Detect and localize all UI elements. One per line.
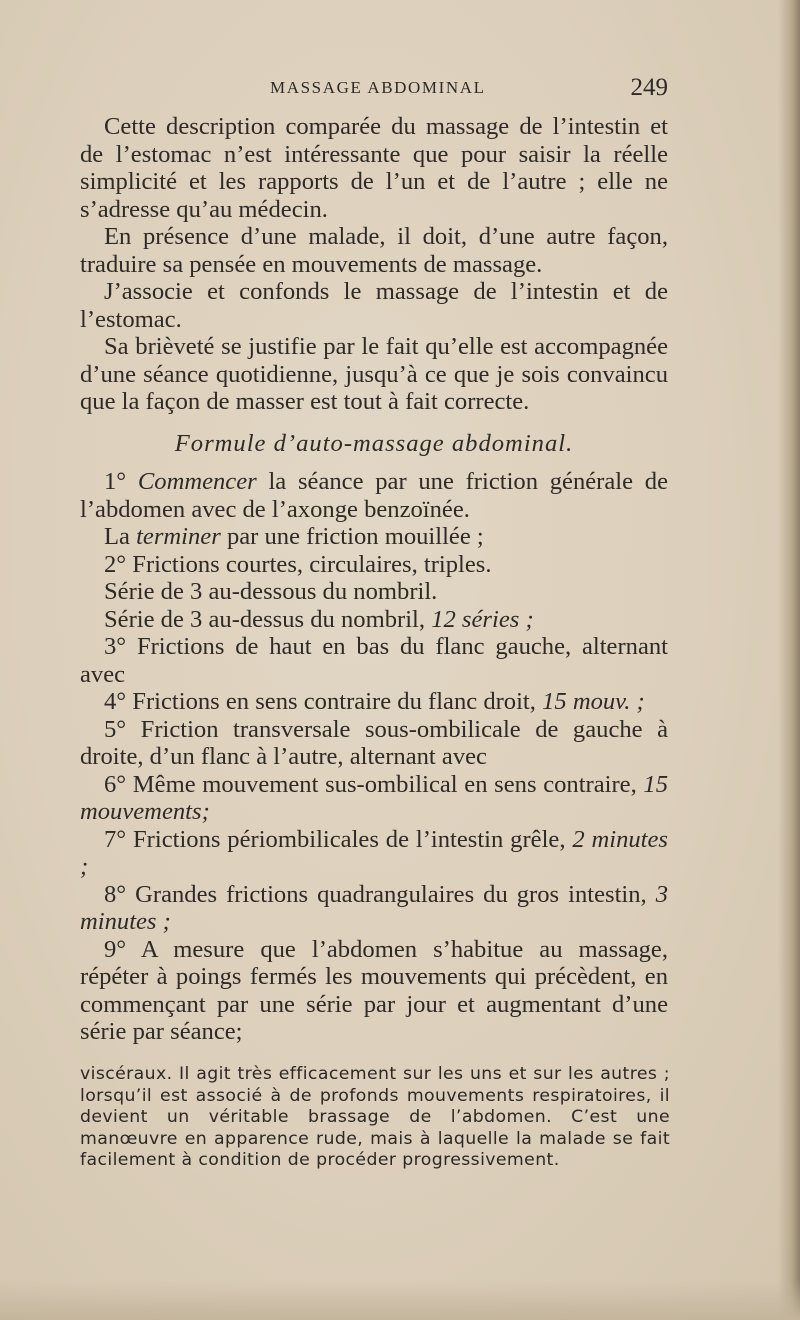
paragraph: Cette description comparée du massage de l’intestin et de l’estomac n’est intéressante que pour saisir la réelle simplicité et les rapports de l’un et de l’autre ; elle ne s’adresse qu’au médecin. bbox=[80, 113, 668, 223]
item-text: la séance par une friction générale de l’abdomen avec de l’axonge benzoïnée. bbox=[80, 468, 668, 523]
emphasis: 15 mouv. ; bbox=[542, 688, 645, 715]
emphasis: terminer bbox=[136, 523, 221, 550]
page-bottom-shadow bbox=[0, 1280, 800, 1320]
emphasis: Commencer bbox=[137, 468, 257, 495]
page-header bbox=[80, 74, 668, 104]
paragraph: J’associe et confonds le massage de l’intestin et de l’estomac. bbox=[80, 278, 668, 333]
item-text: 7° Frictions périombilicales de l’intestin grêle, bbox=[104, 825, 573, 853]
item-text: Série de 3 au-dessus du nombril, bbox=[104, 605, 432, 633]
section-heading: Formule d’auto-massage abdominal. bbox=[174, 429, 574, 457]
list-item bbox=[80, 771, 668, 826]
list-item bbox=[80, 826, 668, 881]
footnote-text: viscéraux. Il agit très efficacement sur les uns et sur les autres ; lorsqu’il est associé à de profonds mouvements respiratoires, il devient un véritable brassage de l’abdomen. C’est une manœuvre en apparence rude, mais à laquelle la malade se fait facilement à condition de procéder progressivement. bbox=[80, 1064, 670, 1170]
emphasis: 15 mouvements; bbox=[80, 770, 668, 825]
emphasis: 3 minutes ; bbox=[80, 880, 668, 935]
list-item: 3° Frictions de haut en bas du flanc gauche, alternant avec bbox=[80, 633, 668, 688]
page-number: 249 bbox=[630, 74, 668, 101]
item-number: 1° bbox=[104, 468, 138, 495]
emphasis: 12 séries ; bbox=[431, 605, 534, 633]
list-item bbox=[80, 468, 668, 523]
item-text: 6° Même mouvement sus-ombilical en sens contraire, bbox=[104, 770, 644, 798]
item-text: par une friction mouillée ; bbox=[220, 523, 484, 550]
item-text: 4° Frictions en sens contraire du flanc droit, bbox=[104, 688, 543, 715]
list-item bbox=[80, 881, 668, 936]
page-edge-shadow bbox=[778, 0, 800, 1320]
footnote bbox=[80, 1064, 670, 1172]
paragraph: En présence d’une malade, il doit, d’une autre façon, traduire sa pensée en mouvements de massage. bbox=[80, 223, 668, 278]
paragraph: Sa brièveté se justifie par le fait qu’elle est accompagnée d’une séance quotidienne, jusqu’à ce que je sois convaincu que la façon de masser est tout à fait correcte. bbox=[80, 333, 668, 415]
list-item: Série de 3 au-dessous du nombril. bbox=[104, 578, 438, 605]
emphasis: 2 minutes ; bbox=[80, 825, 668, 880]
running-head: MASSAGE ABDOMINAL bbox=[270, 78, 486, 97]
item-text: 8° Grandes frictions quadrangulaires du gros intestin, bbox=[104, 880, 656, 908]
item-text: La bbox=[104, 523, 137, 550]
list-item: 9° A mesure que l’abdomen s’habitue au massage, répéter à poings fermés les mouvements qui précèdent, en commençant par une série par jour et augmentant d’une série par séance; bbox=[80, 935, 668, 1045]
list-item bbox=[80, 523, 668, 551]
list-item bbox=[80, 688, 668, 716]
list-item bbox=[80, 606, 668, 634]
list-item: 2° Frictions courtes, circulaires, triples. bbox=[104, 550, 492, 578]
list-item: 5° Friction transversale sous-ombilicale de gauche à droite, d’un flanc à l’autre, alternant avec bbox=[80, 715, 668, 770]
main-text bbox=[80, 113, 668, 1046]
